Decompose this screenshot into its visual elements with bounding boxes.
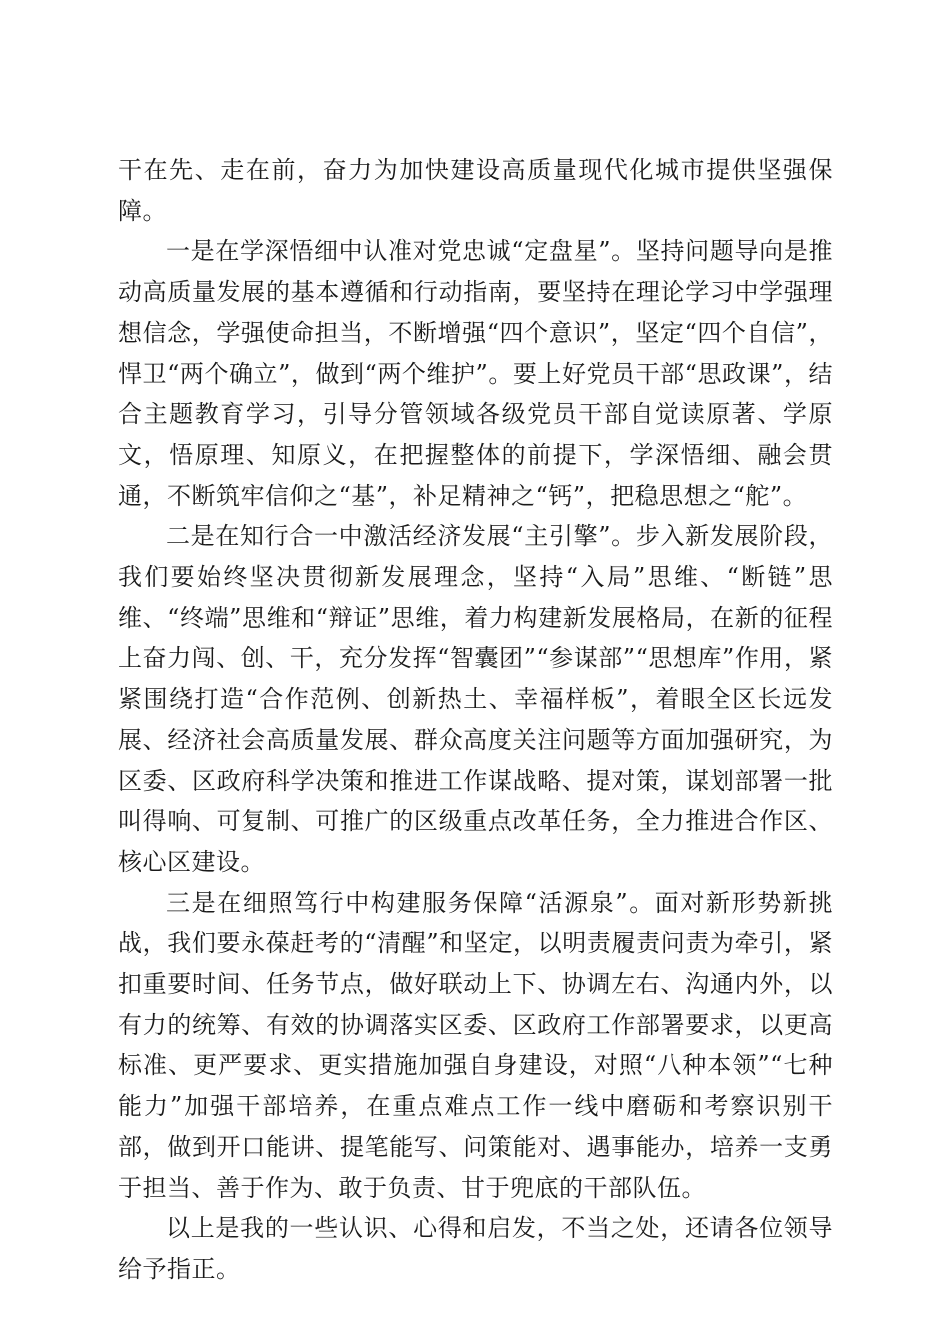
paragraph-point-three: 三是在细照笃行中构建服务保障“活源泉”。面对新形势新挑战，我们要永葆赶考的“清醒”和坚定，以明责履责问责为牵引，紧扣重要时间、任务节点，做好联动上下、协调左右、沟通内外，以有力的统筹、有效的协调落实区委、区政府工作部署要求，以更高标准、更严要求、更实措施加强自身建设，对照“八种本领”“七种能力”加强干部培养，在重点难点工作一线中磨砺和考察识别干部，做到开口能讲、提笔能写、问策能对、遇事能办，培养一支勇于担当、善于作为、敢于负责、甘于兜底的干部队伍。 [118, 888, 833, 1202]
paragraph-point-two: 二是在知行合一中激活经济发展“主引擎”。步入新发展阶段，我们要始终坚决贯彻新发展理念，坚持“入局”思维、“断链”思维、“终端”思维和“辩证”思维，着力构建新发展格局，在新的征程上奋力闯、创、干，充分发挥“智囊团”“参谋部”“思想库”作用，紧紧围绕打造“合作范例、创新热土、幸福样板”，着眼全区长远发展、经济社会高质量发展、群众高度关注问题等方面加强研究，为区委、区政府科学决策和推进工作谋战略、提对策，谋划部署一批叫得响、可复制、可推广的区级重点改革任务，全力推进合作区、核心区建设。 [118, 522, 833, 876]
paragraph-closing: 以上是我的一些认识、心得和启发，不当之处，还请各位领导给予指正。 [118, 1214, 833, 1283]
paragraph-continuation: 干在先、走在前，奋力为加快建设高质量现代化城市提供坚强保障。 [118, 156, 833, 225]
paragraph-point-one: 一是在学深悟细中认准对党忠诚“定盘星”。坚持问题导向是推动高质量发展的基本遵循和行动指南，要坚持在理论学习中学强理想信念，学强使命担当，不断增强“四个意识”，坚定“四个自信”，悍卫“两个确立”，做到“两个维护”。要上好党员干部“思政课”，结合主题教育学习，引导分管领域各级党员干部自觉读原著、学原文，悟原理、知原义，在把握整体的前提下，学深悟细、融会贯通，不断筑牢信仰之“基”，补足精神之“钙”，把稳思想之“舵”。 [118, 237, 833, 510]
document-page [118, 150, 833, 1290]
